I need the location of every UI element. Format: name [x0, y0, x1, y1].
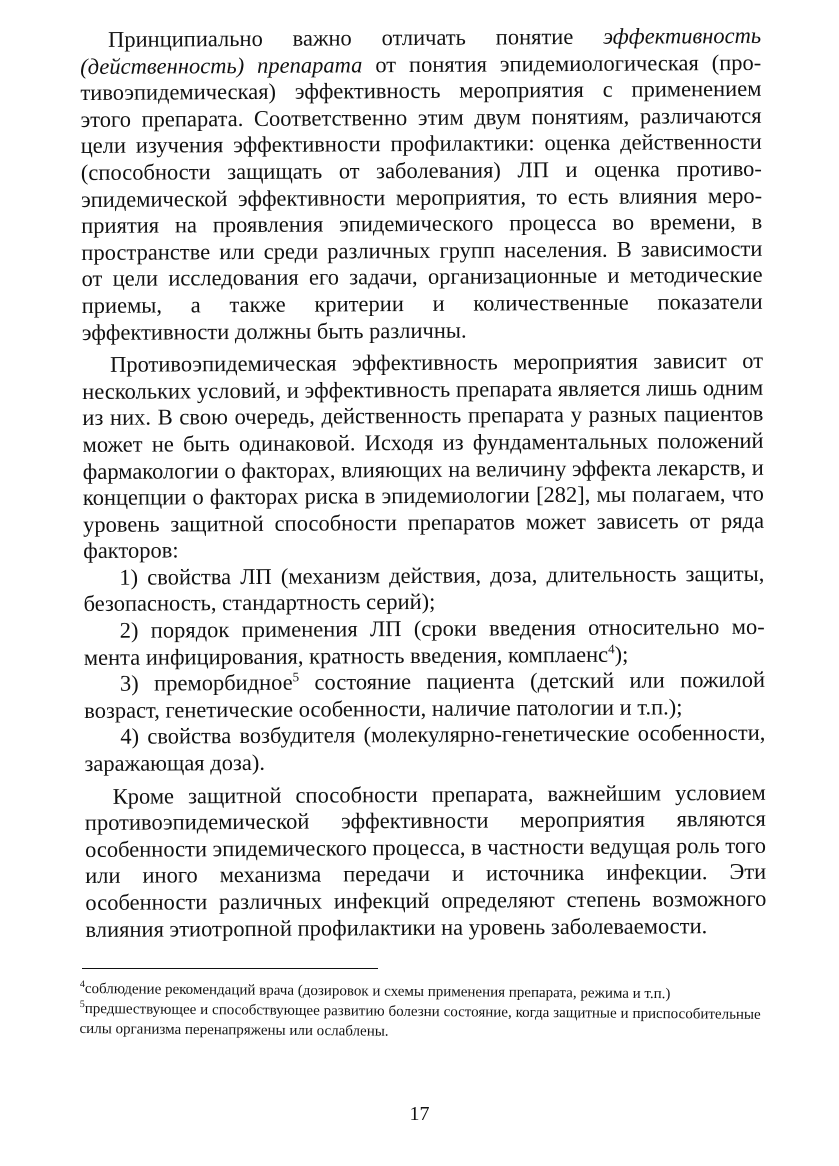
paragraph-1-term: эффективность (действенность) препарата: [80, 22, 762, 79]
footnote-ref-4: 4: [608, 640, 615, 656]
list-item-2-tail: );: [614, 641, 629, 667]
footnote-ref-5: 5: [292, 669, 300, 685]
list-item-3-tail: состояние пациента (детский или пожилой возраст, генетические особенности, наличие патологии и т.п.);: [84, 667, 766, 723]
footnote-5: [79, 999, 760, 1045]
footnote-5-marker: 5: [79, 998, 85, 1011]
paragraph-2: Противоэпидемическая эффективность мероприятия зависит от нескольких условий, и эффективность препарата является лишь одним из них. В свою очередь, действенность препарата у разных пациентов может не быть одинаковой. Исходя из фундаментальных положений фармакологии о факторах, влияющих на величину эффекта лекарств, и концепции о факторах риска в эпидемиологии [282], мы полагаем, что уровень защитной способности препаратов может зависеть от ряда факторов:: [82, 347, 765, 564]
list-item-3: [84, 667, 765, 724]
paragraph-1: [80, 23, 763, 346]
footnotes: [79, 979, 760, 1045]
main-text: [80, 23, 767, 943]
footnote-divider: [82, 968, 378, 969]
footnote-5-text: предшествующее и способствующее развитию болезни состояние, когда защитные и приспособительные силы организма перенапряжены или ослаблены.: [79, 1001, 761, 1040]
paragraph-1-rest: от понятия эпидемиологическая (противоэпидемическая) эффективность мероприятия с применением этого препарата. Соответственно этим двум понятиям, различаются цели изучения эффективности профилактики: оценка действенности (способности защищать от заболевания) ЛП и оценка противоэпидемической эффективности мероприятия, то есть влияния мероприятия на проявления эпидемического процесса во времени, в пространстве или среди различных групп населения. В зависимости от цели исследования его задачи, организационные и методические приемы, а также критерии и количественные показатели эффективности должны быть различны.: [80, 49, 763, 345]
paragraph-3: Кроме защитной способности препарата, важнейшим условием противоэпидемической эффективности мероприятия являются особенности эпидемического процесса, в частности ведущая роль того или иного механизма передачи и источника инфекции. Эти особенности различных инфекций определяют степень возможного влияния этиотропной профилактики на уровень заболеваемости.: [84, 779, 767, 942]
page-number: 17: [409, 1103, 430, 1125]
list-item-4: 4) свойства возбудителя (молекулярно-генетические особенности, заражающая доза).: [84, 720, 766, 777]
paragraph-1-lead: Принципиально важно отличать понятие: [107, 23, 604, 52]
list-item-2: [84, 614, 765, 671]
list-item-3-text: 3) преморбидное: [119, 669, 293, 697]
footnote-4-marker: 4: [79, 979, 85, 991]
footnote-4-text: соблюдение рекомендаций врача (дозировок и схемы применения препарата, режима и т.п.): [84, 981, 671, 1003]
list-item-1: 1) свойства ЛП (механизм действия, доза, длительность защиты, безопасность, стандартность серий);: [83, 560, 765, 617]
list-item-2-text: 2) порядок применения ЛП (сроки введения относительно момента инфицирования, кратность введения, комплаенс: [83, 613, 765, 670]
